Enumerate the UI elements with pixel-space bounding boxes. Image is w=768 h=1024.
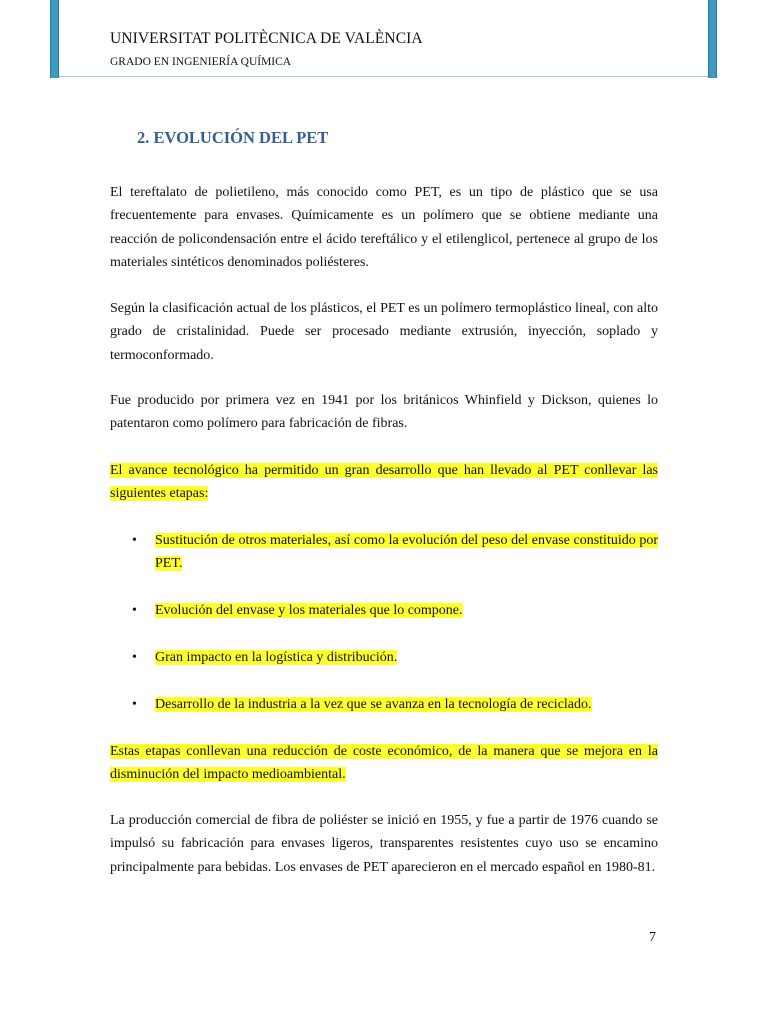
bullet-icon: • xyxy=(132,603,137,618)
highlighted-text: Sustitución de otros materiales, así como la evolución del peso del envase constituido por PET. xyxy=(155,533,658,572)
degree-name: GRADO EN INGENIERÍA QUÍMICA xyxy=(110,56,292,68)
bullet-icon: • xyxy=(132,533,137,548)
list-item xyxy=(110,693,658,716)
list-item xyxy=(110,646,658,669)
page-number: 7 xyxy=(649,930,656,945)
highlighted-text: El avance tecnológico ha permitido un gran desarrollo que han llevado al PET conllevar las siguientes etapas: xyxy=(110,463,658,502)
header-left-bar xyxy=(50,0,59,78)
paragraph-production: La producción comercial de fibra de poliéster se inició en 1955, y fue a partir de 1976 cuando se impulsó su fabricación para envases ligeros, transparentes resistentes cuyo uso se encamino principalmente para bebidas. Los envases de PET aparecieron en el mercado español en 1980-81. xyxy=(110,813,658,875)
list-item-text xyxy=(155,646,658,669)
paragraph-intro: El tereftalato de polietileno, más conocido como PET, es un tipo de plástico que se usa frecuentemente para envases. Químicamente es un polímero que se obtiene mediante una reacción de policondensación entre el ácido tereftálico y el etilenglicol, pertenece al grupo de los materiales sintéticos denominados poliésteres. xyxy=(110,185,658,271)
paragraph-history: Fue producido por primera vez en 1941 por los británicos Whinfield y Dickson, quienes lo patentaron como polímero para fabricación de fibras. xyxy=(110,393,658,432)
bullet-icon: • xyxy=(132,697,137,712)
list-item-text xyxy=(155,693,658,716)
list-item xyxy=(110,599,658,622)
list-item xyxy=(110,529,658,576)
paragraph-stages-intro xyxy=(110,459,658,506)
highlighted-text: Estas etapas conllevan una reducción de coste económico, de la manera que se mejora en la disminución del impacto medioambiental. xyxy=(110,744,658,783)
highlighted-text: Evolución del envase y los materiales que lo compone. xyxy=(155,603,463,618)
header-right-bar xyxy=(708,0,717,78)
highlighted-text: Desarrollo de la industria a la vez que se avanza en la tecnología de reciclado. xyxy=(155,697,592,712)
paragraph-classification: Según la clasificación actual de los plásticos, el PET es un polímero termoplástico lineal, con alto grado de cristalinidad. Puede ser procesado mediante extrusión, inyección, soplado y termoconformado. xyxy=(110,301,658,363)
list-item-text xyxy=(155,599,658,622)
paragraph-stages-summary xyxy=(110,740,658,787)
header-divider xyxy=(59,76,708,77)
bullet-icon: • xyxy=(132,650,137,665)
highlighted-text: Gran impacto en la logística y distribución. xyxy=(155,650,398,665)
university-name: UNIVERSITAT POLITÈCNICA DE VALÈNCIA xyxy=(110,30,423,47)
section-title: 2. EVOLUCIÓN DEL PET xyxy=(137,128,329,147)
list-item-text xyxy=(155,529,658,576)
